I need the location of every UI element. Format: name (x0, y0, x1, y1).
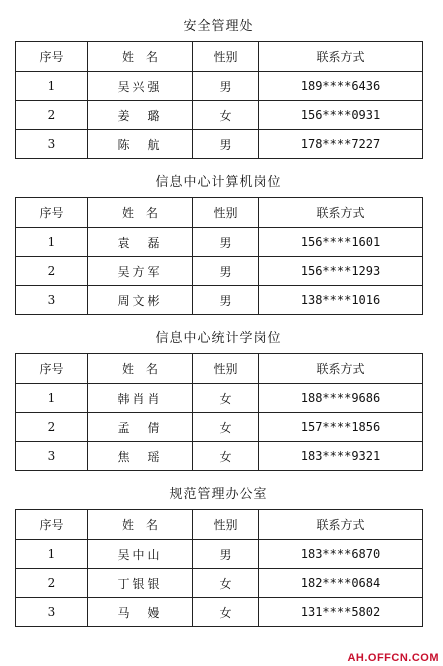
cell-name: 袁 磊 (88, 228, 193, 257)
cell-gender: 男 (193, 130, 259, 159)
header-gender: 性别 (193, 198, 259, 228)
header-gender: 性别 (193, 510, 259, 540)
header-contact: 联系方式 (259, 354, 423, 384)
header-name: 姓 名 (88, 510, 193, 540)
cell-name: 丁银银 (88, 569, 193, 598)
cell-name: 焦 瑶 (88, 442, 193, 471)
header-no: 序号 (16, 354, 88, 384)
table-row (16, 413, 423, 442)
cell-name: 孟 倩 (88, 413, 193, 442)
cell-phone: 156****1293 (259, 257, 423, 286)
table-row (16, 540, 423, 569)
cell-phone: 157****1856 (259, 413, 423, 442)
cell-no: 1 (16, 540, 88, 569)
cell-no: 3 (16, 130, 88, 159)
cell-name: 吴方军 (88, 257, 193, 286)
table-header-row (16, 354, 423, 384)
header-gender: 性别 (193, 354, 259, 384)
cell-phone: 189****6436 (259, 72, 423, 101)
section-standards-office (15, 481, 422, 627)
cell-gender: 女 (193, 101, 259, 130)
table-row (16, 72, 423, 101)
header-contact: 联系方式 (259, 510, 423, 540)
section-it-statistics (15, 325, 422, 471)
cell-gender: 女 (193, 442, 259, 471)
cell-phone: 156****0931 (259, 101, 423, 130)
cell-name: 姜 璐 (88, 101, 193, 130)
cell-name: 陈 航 (88, 130, 193, 159)
header-no: 序号 (16, 510, 88, 540)
section-title: 安全管理处 (183, 19, 254, 34)
cell-gender: 男 (193, 257, 259, 286)
section-title: 规范管理办公室 (169, 487, 268, 502)
cell-gender: 男 (193, 286, 259, 315)
table-row (16, 286, 423, 315)
table-header-row (16, 198, 423, 228)
table-row (16, 257, 423, 286)
cell-phone: 178****7227 (259, 130, 423, 159)
table-row (16, 442, 423, 471)
table-row (16, 598, 423, 627)
cell-name: 吴中山 (88, 540, 193, 569)
table-row (16, 384, 423, 413)
cell-gender: 男 (193, 228, 259, 257)
section-title: 信息中心计算机岗位 (155, 175, 282, 190)
cell-gender: 女 (193, 384, 259, 413)
section-safety-management (15, 13, 422, 159)
site-watermark: AH.OFFCN.COM (347, 652, 439, 664)
cell-gender: 女 (193, 413, 259, 442)
cell-gender: 男 (193, 72, 259, 101)
header-gender: 性别 (193, 42, 259, 72)
cell-no: 2 (16, 257, 88, 286)
cell-no: 1 (16, 228, 88, 257)
cell-no: 2 (16, 101, 88, 130)
section-it-computer (15, 169, 422, 315)
cell-no: 1 (16, 384, 88, 413)
header-contact: 联系方式 (259, 42, 423, 72)
table-header-row (16, 42, 423, 72)
roster-table (15, 197, 423, 315)
table-row (16, 228, 423, 257)
table-row (16, 101, 423, 130)
header-no: 序号 (16, 42, 88, 72)
table-header-row (16, 510, 423, 540)
roster-table (15, 41, 423, 159)
cell-gender: 女 (193, 598, 259, 627)
roster-table (15, 353, 423, 471)
cell-name: 韩肖肖 (88, 384, 193, 413)
cell-phone: 183****6870 (259, 540, 423, 569)
cell-name: 周文彬 (88, 286, 193, 315)
cell-phone: 138****1016 (259, 286, 423, 315)
section-title: 信息中心统计学岗位 (155, 331, 282, 346)
cell-no: 2 (16, 569, 88, 598)
header-name: 姓 名 (88, 198, 193, 228)
header-no: 序号 (16, 198, 88, 228)
cell-phone: 188****9686 (259, 384, 423, 413)
cell-phone: 156****1601 (259, 228, 423, 257)
table-row (16, 569, 423, 598)
cell-gender: 男 (193, 540, 259, 569)
cell-no: 3 (16, 286, 88, 315)
cell-no: 3 (16, 442, 88, 471)
header-contact: 联系方式 (259, 198, 423, 228)
table-row (16, 130, 423, 159)
cell-name: 马 嫚 (88, 598, 193, 627)
cell-no: 2 (16, 413, 88, 442)
cell-phone: 183****9321 (259, 442, 423, 471)
cell-phone: 182****0684 (259, 569, 423, 598)
cell-phone: 131****5802 (259, 598, 423, 627)
header-name: 姓 名 (88, 42, 193, 72)
roster-table (15, 509, 423, 627)
cell-name: 吴兴强 (88, 72, 193, 101)
cell-no: 3 (16, 598, 88, 627)
header-name: 姓 名 (88, 354, 193, 384)
cell-gender: 女 (193, 569, 259, 598)
cell-no: 1 (16, 72, 88, 101)
